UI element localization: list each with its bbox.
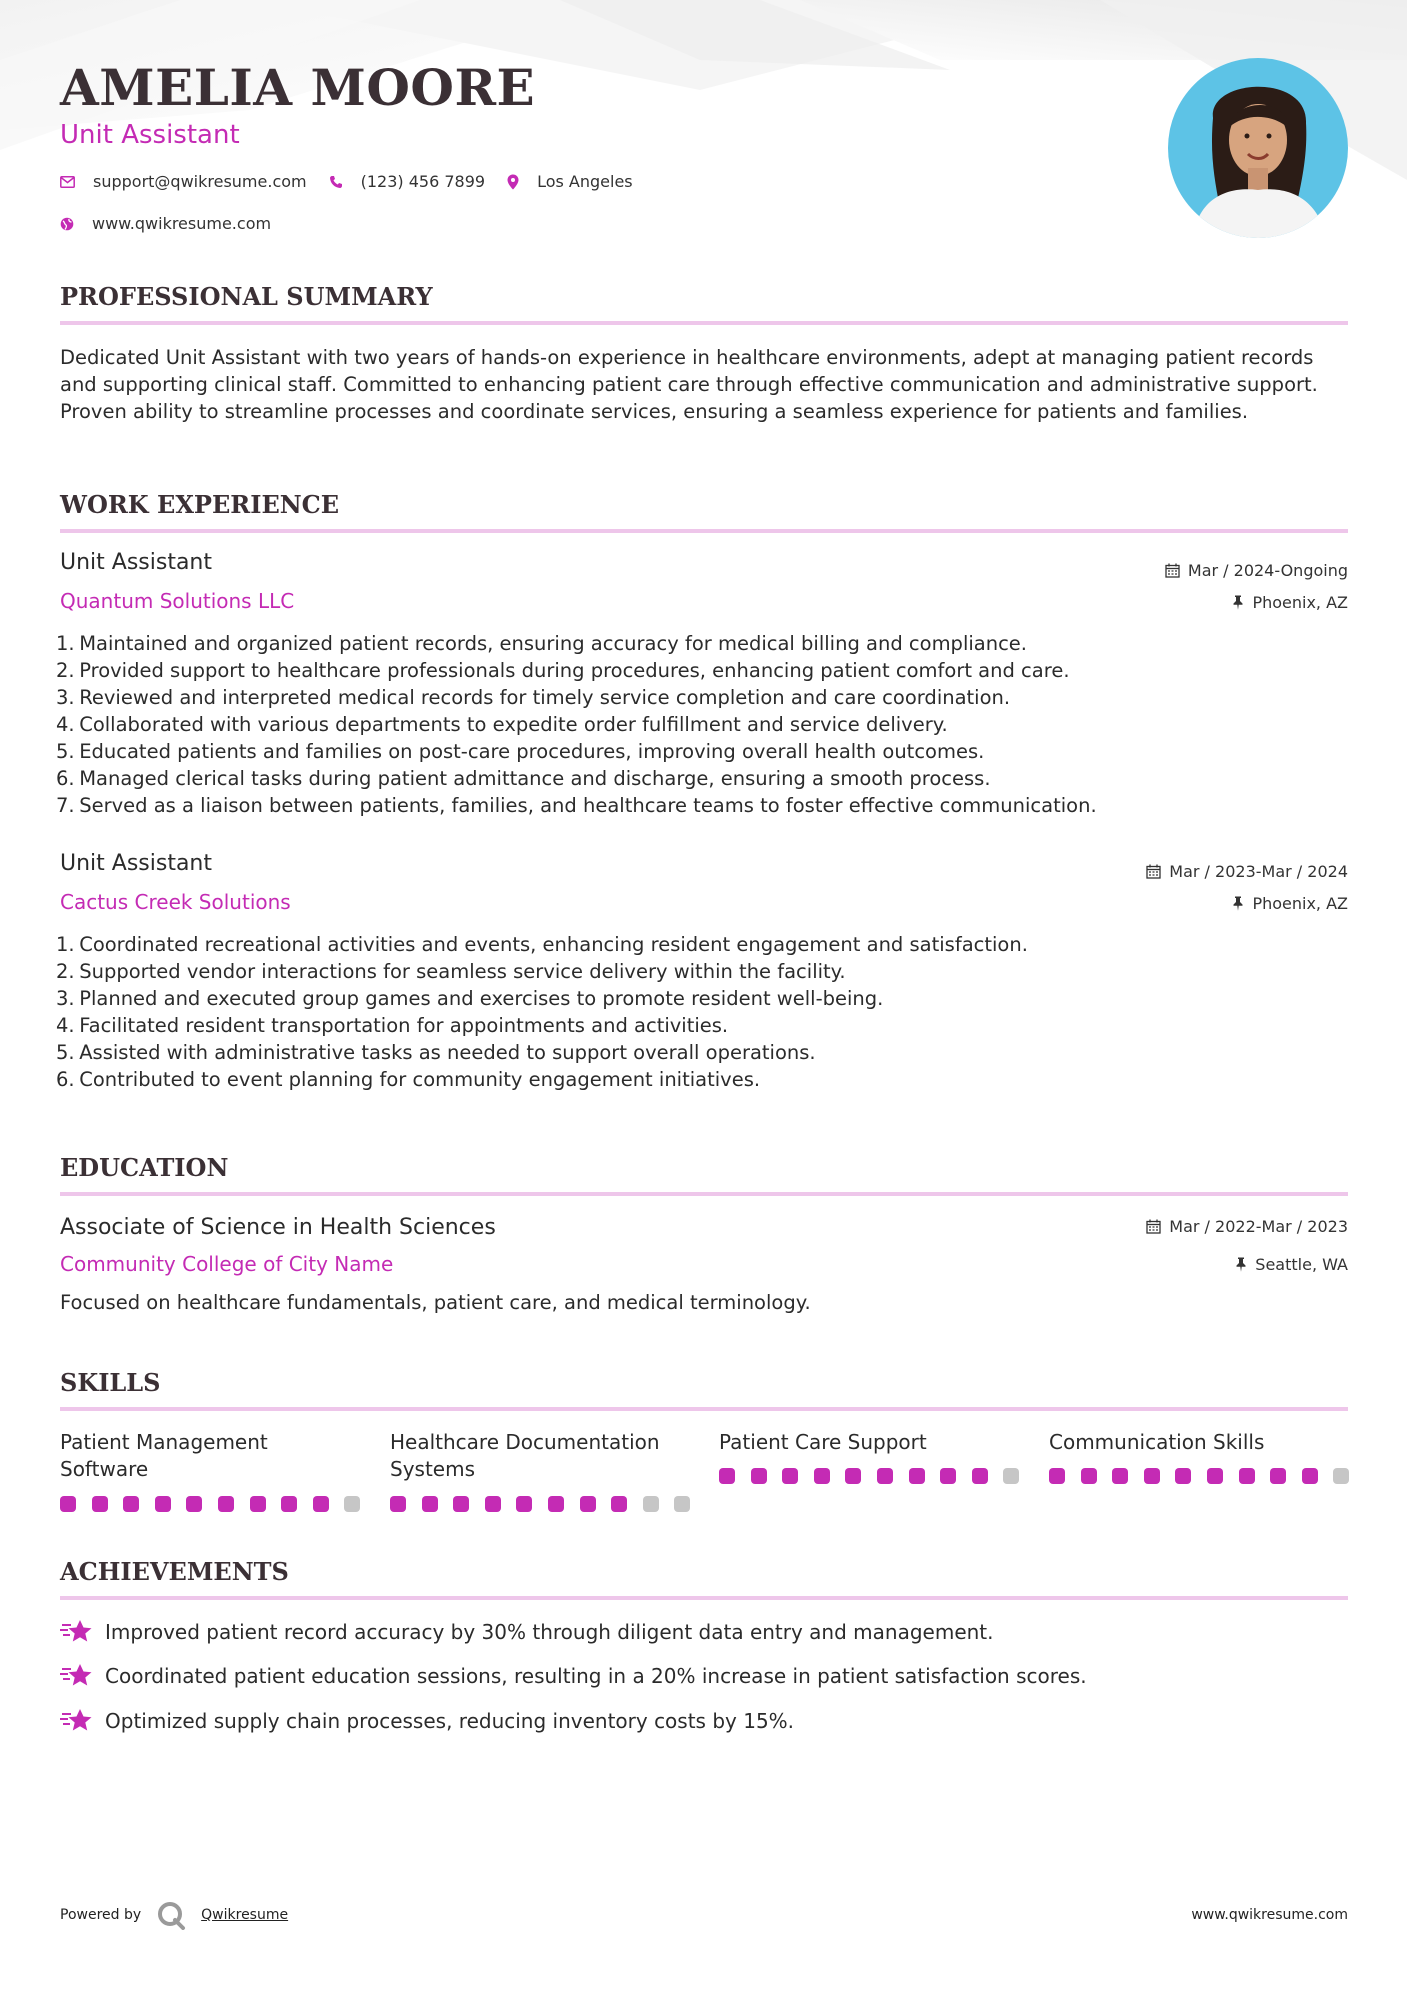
achievements-heading: ACHIEVEMENTS — [60, 1557, 289, 1586]
skill-dot-filled — [453, 1496, 469, 1512]
star-badge-icon — [60, 1663, 93, 1689]
list-item: 1. Coordinated recreational activities and events, enhancing resident engagement and satisfaction. — [56, 933, 1028, 956]
achievement-item — [60, 1663, 1087, 1689]
list-item: 5. Educated patients and families on post-care procedures, improving overall health outcomes. — [56, 740, 985, 763]
skill-dot-filled — [250, 1496, 266, 1512]
skill-name: Patient Management Software — [60, 1430, 268, 1481]
profile-photo — [1168, 58, 1348, 238]
job-2-dates-text: Mar / 2023-Mar / 2024 — [1169, 862, 1348, 881]
achievements-divider — [60, 1596, 1348, 1600]
contact-phone[interactable] — [329, 172, 485, 191]
list-item: 5. Assisted with administrative tasks as needed to support overall operations. — [56, 1041, 816, 1064]
skill-rating — [719, 1468, 1035, 1484]
skill-dot-filled — [814, 1468, 830, 1484]
skill-rating — [60, 1496, 376, 1512]
skill-dot-filled — [719, 1468, 735, 1484]
list-item: 3. Reviewed and interpreted medical records for timely service completion and care coordination. — [56, 686, 1011, 709]
email-text: support@qwikresume.com — [93, 172, 307, 191]
skill-name: Healthcare Documentation Systems — [390, 1430, 660, 1481]
achievement-item — [60, 1619, 994, 1645]
experience-divider — [60, 529, 1348, 533]
experience-heading: WORK EXPERIENCE — [60, 490, 340, 519]
skill-dot-empty — [1333, 1468, 1349, 1484]
skill-dot-filled — [909, 1468, 925, 1484]
education-description: Focused on healthcare fundamentals, patient care, and medical terminology. — [60, 1291, 811, 1314]
skill-dot-filled — [123, 1496, 139, 1512]
contact-row-secondary — [60, 214, 293, 233]
skill-dot-filled — [877, 1468, 893, 1484]
skill-dot-filled — [60, 1496, 76, 1512]
skill-dot-filled — [218, 1496, 234, 1512]
star-badge-icon — [60, 1708, 93, 1734]
star-badge-icon — [60, 1619, 93, 1645]
skill-dot-filled — [940, 1468, 956, 1484]
education-dates — [1146, 1217, 1348, 1236]
skill-dot-empty — [1003, 1468, 1019, 1484]
skill-dot-filled — [1270, 1468, 1286, 1484]
job-2-title: Unit Assistant — [60, 851, 213, 876]
calendar-icon — [1146, 864, 1161, 879]
skill-dot-filled — [516, 1496, 532, 1512]
skill-rating — [390, 1496, 706, 1512]
powered-by-label: Powered by — [60, 1907, 142, 1923]
education-location — [1235, 1255, 1348, 1274]
skill-dot-filled — [1207, 1468, 1223, 1484]
skill-dot-empty — [674, 1496, 690, 1512]
contact-location — [507, 172, 633, 191]
skill-dot-filled — [1081, 1468, 1097, 1484]
skill-item — [390, 1429, 690, 1483]
skill-dot-filled — [485, 1496, 501, 1512]
summary-text: Dedicated Unit Assistant with two years of hands-on experience in healthcare environments, adept at managing patient records and supporting clinical staff. Committed to enhancing patient care through effective communication and administrative support. Proven ability to streamline processes and coordinate services, ensuring a seamless experience for patients and families. — [60, 346, 1318, 423]
degree-title: Associate of Science in Health Sciences — [60, 1215, 496, 1240]
skill-dot-filled — [186, 1496, 202, 1512]
education-divider — [60, 1192, 1348, 1196]
footer-website[interactable]: www.qwikresume.com — [1191, 1907, 1348, 1923]
skill-dot-filled — [580, 1496, 596, 1512]
skill-item — [719, 1429, 1019, 1456]
job-2-company: Cactus Creek Solutions — [60, 890, 291, 914]
contact-website[interactable] — [60, 214, 271, 233]
skill-item — [1049, 1429, 1349, 1456]
envelope-icon — [60, 176, 75, 188]
job-1-dates — [1165, 561, 1348, 580]
job-2-duties — [56, 931, 1348, 1093]
globe-icon — [60, 217, 74, 231]
skill-dot-filled — [548, 1496, 564, 1512]
skill-dot-filled — [155, 1496, 171, 1512]
skill-dot-filled — [1175, 1468, 1191, 1484]
skill-dot-filled — [281, 1496, 297, 1512]
skill-dot-empty — [643, 1496, 659, 1512]
skills-divider — [60, 1407, 1348, 1411]
achievement-item — [60, 1708, 794, 1734]
pushpin-icon — [1232, 595, 1244, 610]
skill-dot-filled — [611, 1496, 627, 1512]
job-1-duties — [56, 630, 1348, 819]
list-item: 6. Managed clerical tasks during patient admittance and discharge, ensuring a smooth process. — [56, 767, 991, 790]
list-item: 2. Provided support to healthcare professionals during procedures, enhancing patient comfort and care. — [56, 659, 1070, 682]
skills-heading: SKILLS — [60, 1368, 161, 1397]
list-item: 3. Planned and executed group games and exercises to promote resident well-being. — [56, 987, 884, 1010]
skill-dot-filled — [1239, 1468, 1255, 1484]
summary-heading: PROFESSIONAL SUMMARY — [60, 282, 433, 311]
calendar-icon — [1165, 563, 1180, 578]
list-item: 6. Contributed to event planning for community engagement initiatives. — [56, 1068, 761, 1091]
skill-item — [60, 1429, 360, 1483]
candidate-name: AMELIA MOORE — [60, 58, 536, 117]
skill-dot-empty — [344, 1496, 360, 1512]
contact-email[interactable] — [60, 172, 307, 191]
achievement-text: Optimized supply chain processes, reducing inventory costs by 15%. — [105, 1709, 795, 1733]
skill-dot-filled — [1112, 1468, 1128, 1484]
website-text: www.qwikresume.com — [92, 214, 272, 233]
education-dates-text: Mar / 2022-Mar / 2023 — [1169, 1217, 1348, 1236]
job-1-title: Unit Assistant — [60, 550, 213, 575]
job-1-company: Quantum Solutions LLC — [60, 589, 295, 613]
pushpin-icon — [1235, 1257, 1247, 1272]
skill-dot-filled — [422, 1496, 438, 1512]
skill-dot-filled — [845, 1468, 861, 1484]
footer-powered-by — [60, 1900, 288, 1930]
education-heading: EDUCATION — [60, 1153, 229, 1182]
job-1-location-text: Phoenix, AZ — [1252, 593, 1348, 612]
achievement-text: Coordinated patient education sessions, resulting in a 20% increase in patient satisfaction scores. — [105, 1664, 1087, 1688]
skill-dot-filled — [1144, 1468, 1160, 1484]
qwikresume-link[interactable]: Qwikresume — [201, 1907, 289, 1923]
skill-dot-filled — [1302, 1468, 1318, 1484]
location-text: Los Angeles — [537, 172, 633, 191]
education-location-text: Seattle, WA — [1255, 1255, 1348, 1274]
contact-row-primary — [60, 172, 655, 191]
achievement-text: Improved patient record accuracy by 30% through diligent data entry and management. — [105, 1620, 994, 1644]
qwikresume-logo-icon — [155, 1900, 189, 1930]
skill-name: Communication Skills — [1049, 1430, 1265, 1454]
skill-dot-filled — [92, 1496, 108, 1512]
skill-dot-filled — [313, 1496, 329, 1512]
job-1-location — [1232, 593, 1348, 612]
pushpin-icon — [1232, 896, 1244, 911]
skill-name: Patient Care Support — [719, 1430, 927, 1454]
job-2-location-text: Phoenix, AZ — [1252, 894, 1348, 913]
list-item: 7. Served as a liaison between patients, families, and healthcare teams to foster effective communication. — [56, 794, 1097, 817]
skill-rating — [1049, 1468, 1365, 1484]
skill-dot-filled — [782, 1468, 798, 1484]
list-item: 4. Facilitated resident transportation for appointments and activities. — [56, 1014, 729, 1037]
phone-text: (123) 456 7899 — [360, 172, 486, 191]
job-2-dates — [1146, 862, 1348, 881]
job-2-location — [1232, 894, 1348, 913]
skill-dot-filled — [390, 1496, 406, 1512]
job-1-dates-text: Mar / 2024-Ongoing — [1187, 561, 1348, 580]
calendar-icon — [1146, 1219, 1161, 1234]
skill-dot-filled — [1049, 1468, 1065, 1484]
list-item: 2. Supported vendor interactions for seamless service delivery within the facility. — [56, 960, 846, 983]
list-item: 1. Maintained and organized patient records, ensuring accuracy for medical billing and compliance. — [56, 632, 1028, 655]
skill-dot-filled — [972, 1468, 988, 1484]
map-pin-icon — [507, 174, 519, 190]
school-name: Community College of City Name — [60, 1252, 394, 1276]
candidate-title: Unit Assistant — [60, 120, 240, 150]
list-item: 4. Collaborated with various departments to expedite order fulfillment and service delivery. — [56, 713, 948, 736]
phone-icon — [329, 175, 343, 189]
skill-dot-filled — [751, 1468, 767, 1484]
summary-divider — [60, 321, 1348, 325]
